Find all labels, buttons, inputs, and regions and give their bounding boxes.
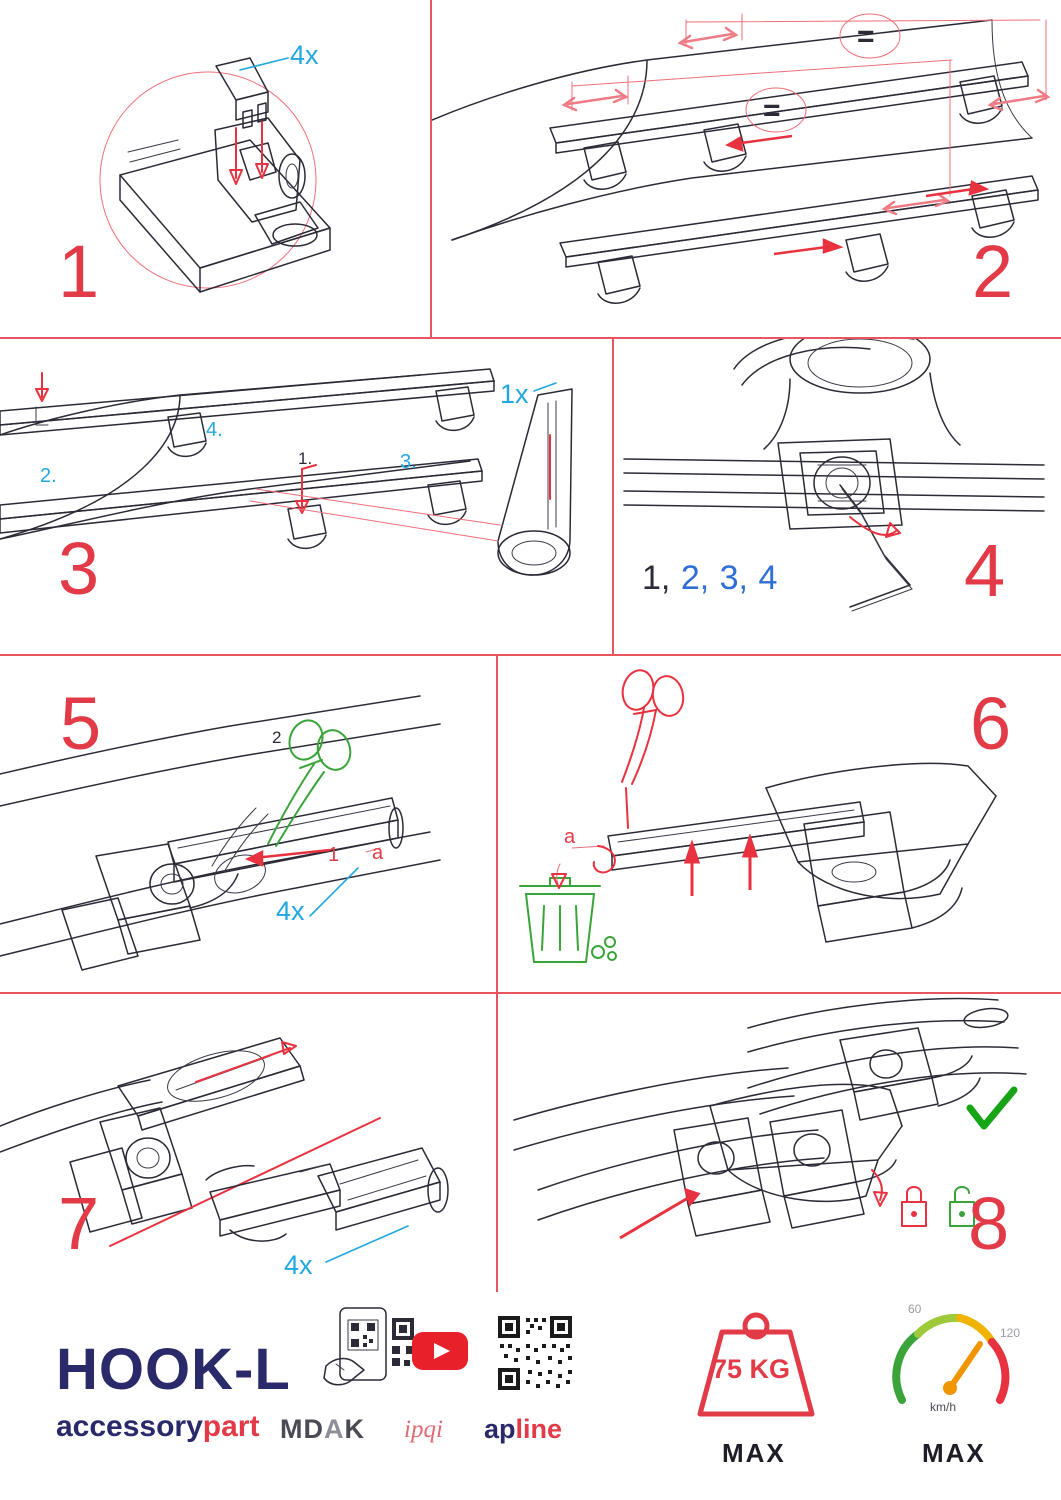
apline-line: line (515, 1414, 563, 1444)
seq-3: 3, (719, 559, 748, 597)
qr-code (496, 1314, 574, 1392)
panel-step-8 (498, 994, 1061, 1292)
panel-step-6 (498, 656, 1061, 992)
step-7-quantity: 4x (284, 1250, 313, 1280)
mdak-md: MD (280, 1414, 324, 1444)
step-7-number: 7 (58, 1182, 98, 1265)
panel-step-5 (0, 656, 496, 992)
step-3-label-3: 3. (400, 451, 417, 473)
step-3-label-2: 2. (40, 465, 57, 487)
brand-tagline (56, 1410, 259, 1444)
step-6-number: 6 (970, 682, 1010, 765)
step-3-number: 3 (58, 527, 98, 610)
step-2-number: 2 (972, 230, 1012, 313)
brand-name: HOOK-L (56, 1337, 291, 1402)
step-3-label-4: 4. (206, 419, 223, 441)
speed-tick-high: 120 (1000, 1326, 1021, 1340)
mdak-a: A (324, 1414, 345, 1444)
seq-2: 2, (680, 559, 710, 597)
step-2-illustration (432, 0, 1061, 337)
step-6-label-a: a (564, 826, 576, 848)
step-4-sequence (642, 559, 778, 598)
step-5-label-2: 2 (272, 728, 282, 747)
equal-mark-2: = (763, 94, 781, 127)
step-1-number: 1 (58, 230, 98, 313)
step-4-number: 4 (964, 529, 1004, 612)
partner-mdak (280, 1414, 365, 1445)
equal-mark-1: = (857, 20, 875, 53)
step-5-label-a: a (372, 842, 384, 864)
speed-unit: km/h (930, 1400, 957, 1414)
panel-step-7 (0, 994, 496, 1292)
mdak-k: K (344, 1414, 365, 1444)
brand-tagline-part2: part (202, 1410, 260, 1443)
step-3-quantity: 1x (500, 379, 529, 409)
max-load-value: 75 KG (712, 1354, 791, 1384)
step-5-label-1: 1 (328, 844, 340, 866)
footer (0, 1292, 1061, 1500)
seq-4: 4 (758, 559, 778, 597)
seq-1: 1, (642, 559, 671, 597)
partner-ipqi: ipqi (404, 1416, 443, 1443)
step-8-number: 8 (968, 1182, 1008, 1265)
max-speed-label: MAX (922, 1438, 986, 1468)
step-3-label-1: 1. (298, 449, 313, 468)
panel-step-3 (0, 339, 612, 654)
step-5-number: 5 (60, 682, 100, 765)
apline-ap: ap (484, 1414, 516, 1444)
max-load-label: MAX (722, 1438, 786, 1468)
speed-tick-low: 60 (908, 1302, 922, 1316)
brand-tagline-part1: accessory (56, 1410, 203, 1443)
partner-apline (484, 1414, 562, 1445)
panel-step-2 (432, 0, 1061, 337)
step-5-quantity: 4x (276, 896, 305, 926)
panel-step-1 (0, 0, 430, 337)
step-1-quantity: 4x (290, 40, 319, 70)
youtube-icon[interactable] (410, 1328, 470, 1376)
panel-step-4 (614, 339, 1061, 654)
